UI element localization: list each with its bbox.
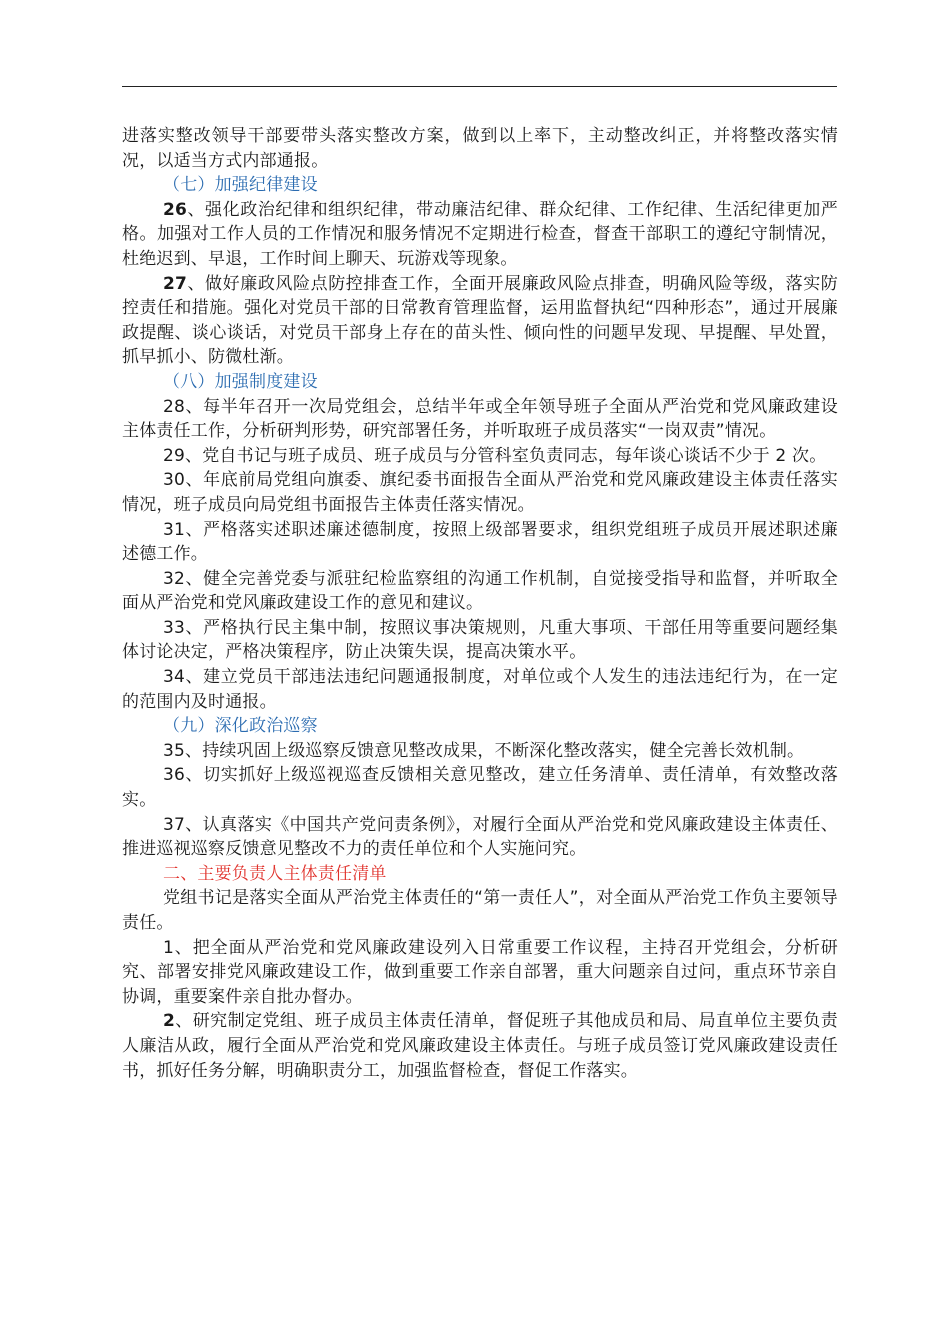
item-number: 26 — [163, 199, 188, 220]
item-31: 31、严格落实述职述廉述德制度，按照上级部署要求，组织党组班子成员开展述职述廉述德工作。 — [122, 519, 838, 565]
item-number: 2 — [163, 1011, 176, 1032]
item-text: 、强化政治纪律和组织纪律，带动廉洁纪律、群众纪律、工作纪律、生活纪律更加严格。加强对工作人员的工作情况和服务情况不定期进行检查，督查干部职工的遵纪守制情况，杜绝迟到、早退，工作时间上聊天、玩游戏等现象。 — [122, 199, 838, 269]
section-heading-9: （九）深化政治巡察 — [163, 716, 318, 737]
item-35: 35、持续巩固上级巡察反馈意见整改成果，不断深化整改落实，健全完善长效机制。 — [163, 740, 805, 761]
paragraph-continuation: 进落实整改领导干部要带头落实整改方案，做到以上率下，主动整改纠正，并将整改落实情况，以适当方式内部通报。 — [122, 126, 838, 171]
item-34: 34、建立党员干部违法违纪问题通报制度，对单位或个人发生的违法违纪行为，在一定的范围内及时通报。 — [122, 667, 838, 712]
item-number: 27 — [163, 273, 188, 294]
document-body — [122, 124, 838, 1083]
duty-item-2 — [122, 1009, 838, 1083]
section-heading-7: （七）加强纪律建设 — [163, 175, 318, 196]
section-heading-8: （八）加强制度建设 — [163, 371, 318, 392]
item-28: 28、每半年召开一次局党组会，总结半年或全年领导班子全面从严治党和党风廉政建设主体责任工作，分析研判形势，研究部署任务，并听取班子成员落实“一岗双责”情况。 — [122, 396, 838, 442]
item-text: 、研究制定党组、班子成员主体责任清单，督促班子其他成员和局、局直单位主要负责人廉洁从政，履行全面从严治党和党风廉政建设主体责任。与班子成员签订党风廉政建设责任书，抓好任务分解，明确职责分工，加强监督检查，督促工作落实。 — [122, 1011, 838, 1081]
item-26 — [122, 198, 838, 272]
item-27 — [122, 272, 838, 370]
item-29: 29、党自书记与班子成员、班子成员与分管科室负责同志，每年谈心谈话不少于 2 次。 — [163, 445, 827, 466]
intro-paragraph: 党组书记是落实全面从严治党主体责任的“第一责任人”，对全面从严治党工作负主要领导责任。 — [122, 888, 838, 933]
item-text: 、做好廉政风险点防控排查工作，全面开展廉政风险点排查，明确风险等级，落实防控责任和措施。强化对党员干部的日常教育管理监督，运用监督执纪“四种形态”，通过开展廉政提醒、谈心谈话，对党员干部身上存在的苗头性、倾向性的问题早发现、早提醒、早处置，抓早抓小、防微杜渐。 — [122, 273, 838, 368]
chapter-heading-2: 二、主要负责人主体责任清单 — [163, 863, 387, 884]
item-37: 37、认真落实《中国共产党问责条例》，对履行全面从严治党和党风廉政建设主体责任、推进巡视巡察反馈意见整改不力的责任单位和个人实施问究。 — [122, 814, 838, 860]
item-33: 33、严格执行民主集中制，按照议事决策规则，凡重大事项、干部任用等重要问题经集体讨论决定，严格决策程序，防止决策失误，提高决策水平。 — [122, 617, 838, 663]
duty-item-1: 1、把全面从严治党和党风廉政建设列入日常重要工作议程，主持召开党组会，分析研究、部署安排党风廉政建设工作，做到重要工作亲自部署，重大问题亲自过问，重点环节亲自协调，重要案件亲自批办督办。 — [122, 937, 838, 1007]
item-30: 30、年底前局党组向旗委、旗纪委书面报告全面从严治党和党风廉政建设主体责任落实情况，班子成员向局党组书面报告主体责任落实情况。 — [122, 470, 838, 515]
item-36: 36、切实抓好上级巡视巡查反馈相关意见整改，建立任务清单、责任清单，有效整改落实。 — [122, 765, 838, 811]
item-32: 32、健全完善党委与派驻纪检监察组的沟通工作机制，自觉接受指导和监督，并听取全面从严治党和党风廉政建设工作的意见和建议。 — [122, 568, 838, 614]
header-rule — [122, 86, 837, 87]
